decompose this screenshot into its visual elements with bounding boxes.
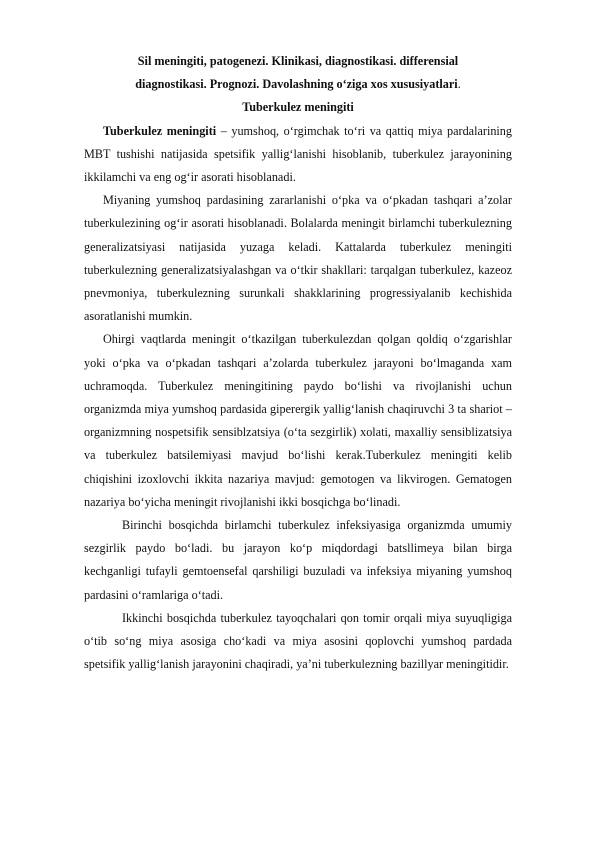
- title-line-2: [84, 73, 512, 96]
- section-heading: Tuberkulez meningiti: [242, 100, 354, 115]
- document-page: [84, 50, 512, 676]
- paragraph-1: [84, 120, 512, 190]
- title-line-2-text: diagnostikasi. Prognozi. Davolashning o‘ziga xos xususiyatlari: [135, 77, 458, 92]
- paragraph-4: Birinchi bosqichda birlamchi tuberkulez infeksiyasiga organizmda umumiy sezgirlik paydo bo‘ladi. bu jarayon ko‘p miqdordagi batsllimeya bilan birga kechganligi tufayli gemtoensefal qarshiligi buzuladi va infeksiya miyaning yumshoq pardasini o‘ramlariga o‘tadi.: [84, 518, 512, 602]
- paragraph-2: Miyaning yumshoq pardasining zararlanishi o‘pka va o‘pkadan tashqari a’zolar tuberkulezining og‘ir asorati hisoblanadi. Bolalarda meningit birlamchi tuberkulezning generalizatsiyasi natijasida yuzaga keladi. Kattalarda tuberkulez meningiti tuberkulezning generalizatsiyalashgan va o‘tkir shakllari: tarqalgan tuberkulez, kazeoz pnevmoniya, tuberkulezning surunkali shakklarining progressiyalanib kechishida asoratlanishi mumkin.: [84, 193, 512, 324]
- paragraph-1-term: Tuberkulez meningiti: [103, 123, 217, 138]
- title-line-2-period: .: [457, 77, 461, 92]
- paragraph-1-text: – yumshoq, o‘rgimchak to‘ri va qattiq miya pardalarining MBT tushishi natijasida spetsifik yallig‘lanishi hisoblanib, tuberkulez jarayonining ikkilamchi va eng og‘ir asorati hisoblanadi.: [84, 123, 512, 185]
- document-title: [84, 50, 512, 96]
- paragraph-3: Ohirgi vaqtlarda meningit o‘tkazilgan tuberkulezdan qolgan qoldiq o‘zgarishlar yoki o‘pka va o‘pkadan tashqari a’zolarda tuberkulez jarayoni bo‘lmaganda xam uchramoqda. Tuberkulez meningitining paydo bo‘lishi va rivojlanishi uchun organizmda miya yumshoq pardasida giperergik yallig‘lanish chaqiruvchi 3 ta shariot – organizmning nospetsifik sensiblzatsiya (o‘ta sezgirlik) xolati, maxalliy sensiblizatsiya va tuberkulez batsilemiyasi mavjud bo‘lishi kerak.Tuberkulez meningiti kelib chiqishini izoxlovchi ikkita nazariya mavjud: gemotogen va likvirogen. Gematogen nazariya bo‘yicha meningit rivojlanishi ikki bosqichga bo‘linadi.: [84, 332, 512, 509]
- paragraph-5: Ikkinchi bosqichda tuberkulez tayoqchalari qon tomir orqali miya suyuqligiga o‘tib so‘ng miya asosiga cho‘kadi va miya asosini qoplovchi yumshoq pardada spetsifik yallig‘lanish jarayonini chaqiradi, ya’ni tuberkulezning bazillyar meningitidir.: [84, 610, 512, 672]
- title-line-1: Sil meningiti, patogenezi. Klinikasi, diagnostikasi. differensial: [137, 54, 459, 68]
